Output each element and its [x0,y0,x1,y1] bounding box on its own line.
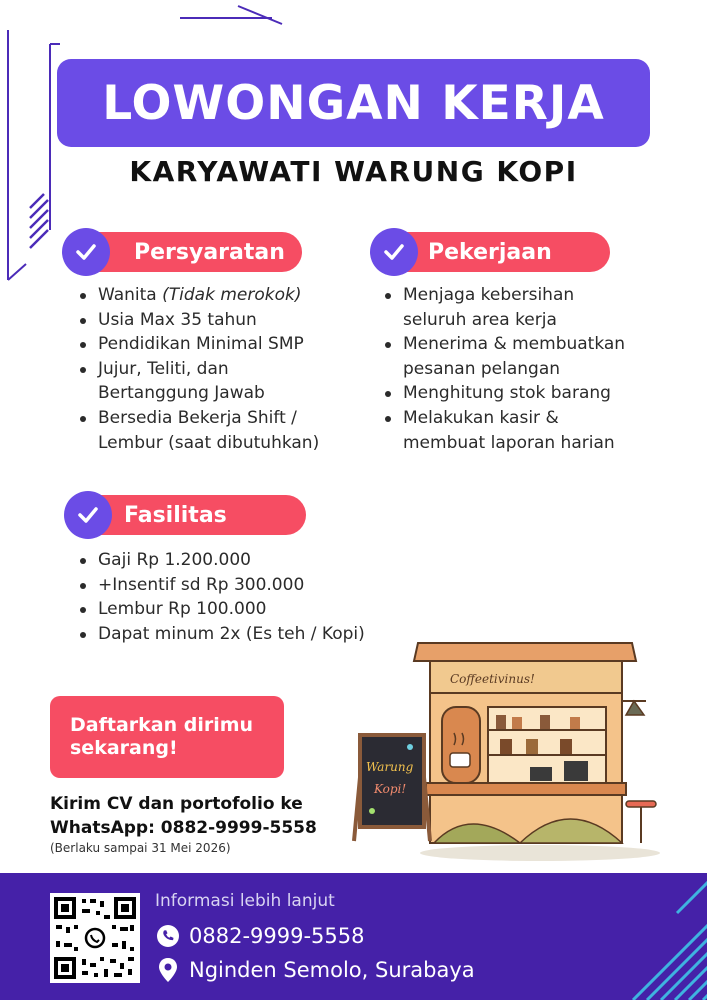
facilities-heading: Fasilitas [124,502,227,528]
requirements-heading: Persyaratan [134,239,285,265]
list-item: +Insentif sd Rp 300.000 [78,573,398,598]
list-item: Usia Max 35 tahun [78,308,368,333]
coffee-kiosk-illustration [350,635,660,865]
validity-note: (Berlaku sampai 31 Mei 2026) [50,841,231,855]
list-item: Menerima & membuatkan pesanan pelangan [383,332,673,381]
footer [0,873,707,1000]
list-item: Jujur, Teliti, dan Bertanggung Jawab [78,357,368,406]
footer-address: Nginden Semolo, Surabaya [189,958,475,982]
qr-code[interactable] [50,893,140,983]
list-item: Dapat minum 2x (Es teh / Kopi) [78,622,398,647]
requirements-list [78,283,368,455]
title-banner [57,59,650,147]
list-item: Menghitung stok barang [383,381,673,406]
location-pin-icon [155,957,181,983]
check-icon [370,228,418,276]
list-item: Menjaga kebersihan seluruh area kerja [383,283,673,332]
decorative-stripes [607,873,707,1000]
list-item: Gaji Rp 1.200.000 [78,548,398,573]
list-item: Melakukan kasir & membuat laporan harian [383,406,673,455]
list-item: Pendidikan Minimal SMP [78,332,368,357]
list-item: Lembur Rp 100.000 [78,597,398,622]
list-item: Bersedia Bekerja Shift / Lembur (saat dibutuhkan) [78,406,368,455]
more-info-label: Informasi lebih lanjut [155,891,335,911]
jobs-list [383,283,673,455]
footer-phone: 0882-9999-5558 [189,924,365,948]
chalkboard-text-1: Warung [366,760,414,774]
register-now-banner: Daftarkan dirimu sekarang! [50,696,284,778]
send-cv-instructions: Kirim CV dan portofolio ke WhatsApp: 0882-9999-5558 [50,794,317,838]
check-icon [62,228,110,276]
facilities-list [78,548,398,646]
kiosk-sign-text: Coffeetivinus! [450,672,535,686]
footer-address-row [155,957,475,983]
chalkboard-text-2: Kopi! [374,782,407,796]
list-item: Wanita (Tidak merokok) [78,283,368,308]
page-title: LOWONGAN KERJA [102,75,605,131]
page-subtitle: KARYAWATI WARUNG KOPI [129,155,578,188]
footer-phone-row[interactable] [155,923,365,949]
check-icon [64,491,112,539]
whatsapp-icon [155,923,181,949]
jobs-heading: Pekerjaan [428,239,552,265]
